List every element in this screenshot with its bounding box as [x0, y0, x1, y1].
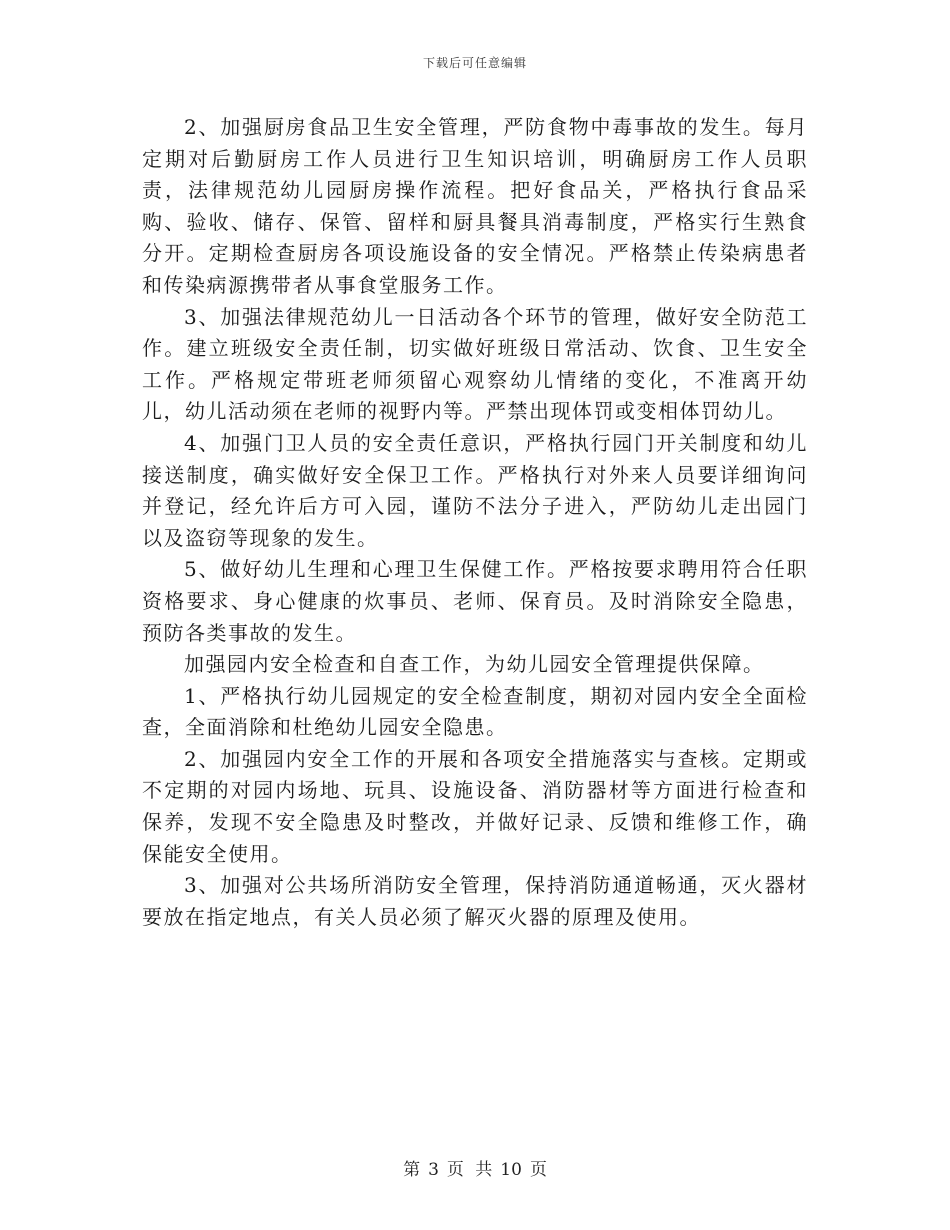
footer-total-pages: 10: [500, 1160, 522, 1180]
footer-page-number: 3: [428, 1160, 439, 1180]
page-footer: [0, 1155, 950, 1180]
paragraph-inspection-measures: 2、加强园内安全工作的开展和各项安全措施落实与查核。定期或不定期的对园内场地、玩具、设施设备、消防器材等方面进行检查和保养，发现不安全隐患及时整改，并做好记录、反馈和维修工作，确保能安全使用。: [142, 746, 808, 866]
footer-mid: 页 共: [446, 1160, 493, 1180]
footer-prefix: 第: [403, 1160, 421, 1180]
paragraph-kitchen-safety: 2、加强厨房食品卫生安全管理，严防食物中毒事故的发生。每月定期对后勤厨房工作人员进行卫生知识培训，明确厨房工作人员职责，法律规范幼儿园厨房操作流程。把好食品关，严格执行食品采购、验收、储存、保管、留样和厨具餐具消毒制度，严格实行生熟食分开。定期检查厨房各项设施设备的安全情况。严格禁止传染病患者和传染病源携带者从事食堂服务工作。: [142, 115, 808, 297]
paragraph-gatekeeper: 4、加强门卫人员的安全责任意识，严格执行园门开关制度和幼儿接送制度，确实做好安全保卫工作。严格执行对外来人员要详细询问并登记，经允许后方可入园，谨防不法分子进入，严防幼儿走出园门以及盗窃等现象的发生。: [142, 430, 808, 550]
paragraph-inspection-heading: 加强园内安全检查和自查工作，为幼儿园安全管理提供保障。: [184, 652, 765, 677]
document-body: [142, 112, 808, 933]
paragraph-inspection-system: 1、严格执行幼儿园规定的安全检查制度，期初对园内安全全面检查，全面消除和杜绝幼儿园安全隐患。: [142, 683, 808, 740]
page-header: 下载后可任意编辑: [422, 56, 527, 70]
footer-suffix: 页: [529, 1160, 547, 1180]
paragraph-daily-activity: 3、加强法律规范幼儿一日活动各个环节的管理，做好安全防范工作。建立班级安全责任制，切实做好班级日常活动、饮食、卫生安全工作。严格规定带班老师须留心观察幼儿情绪的变化，不准离开幼儿，幼儿活动须在老师的视野内等。严禁出现体罚或变相体罚幼儿。: [142, 304, 808, 424]
paragraph-fire-safety: 3、加强对公共场所消防安全管理，保持消防通道畅通，灭火器材要放在指定地点，有关人员必须了解灭火器的原理及使用。: [142, 873, 808, 929]
paragraph-health-care: 5、做好幼儿生理和心理卫生保健工作。严格按要求聘用符合任职资格要求、身心健康的炊事员、老师、保育员。及时消除安全隐患，预防各类事故的发生。: [142, 557, 808, 645]
